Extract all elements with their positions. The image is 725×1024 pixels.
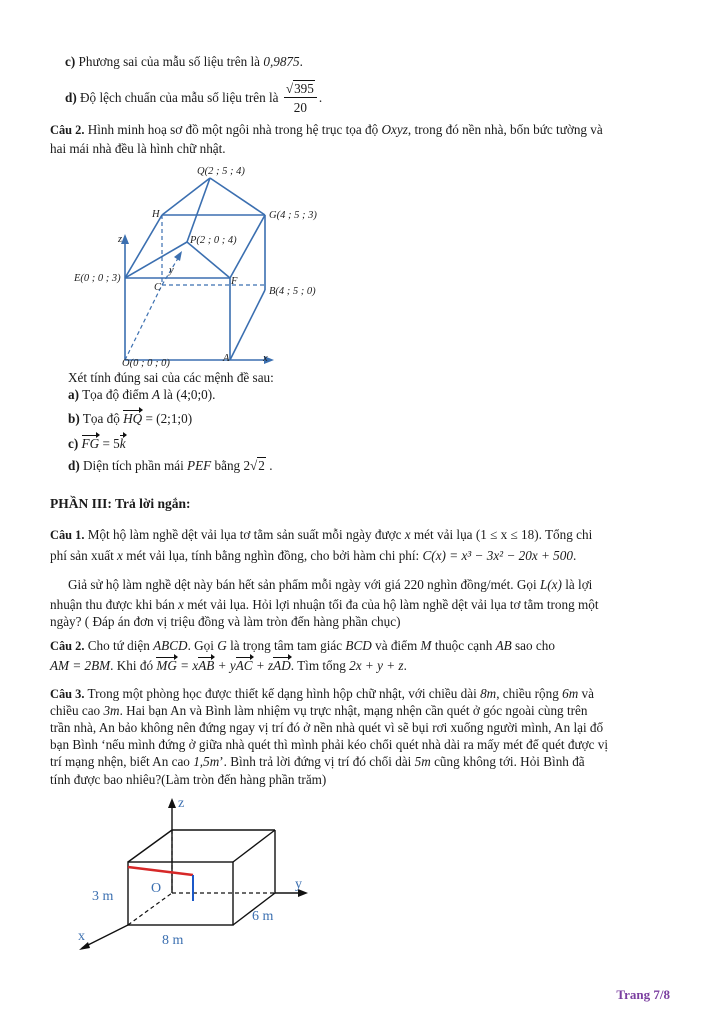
- label-x: x: [78, 929, 85, 944]
- label-f: F: [231, 276, 238, 287]
- label-y: y: [169, 265, 174, 276]
- label-h: H: [152, 209, 160, 220]
- house-figure: [70, 160, 340, 370]
- s1-line5: ngày? ( Đáp án đơn vị triệu đồng và làm tròn đến hàng phần chục): [50, 614, 401, 629]
- broom-line: [128, 867, 193, 875]
- s3-line5: trí mạng nhện, biết An cao 1,5m’. Bình trả lời đứng vị trí đó chổi dài 5m cũng không tới. Hỏi Bình đã: [50, 754, 585, 769]
- label-x: x: [263, 353, 268, 364]
- stmt-c: c) Phương sai của mẫu số liệu trên là 0,9875.: [65, 54, 303, 69]
- s2-line1: Câu 2. Cho tứ diện ABCD. Gọi G là trọng tâm tam giác BCD và điểm M thuộc cạnh AB sao cho: [50, 638, 555, 653]
- page-footer: Trang 7/8: [616, 987, 670, 1002]
- room-figure: [70, 790, 330, 950]
- label-g: G(4 ; 5 ; 3): [269, 210, 317, 221]
- label-c: C: [154, 282, 162, 293]
- label-b: B(4 ; 5 ; 0): [269, 286, 316, 297]
- label-q: Q(2 ; 5 ; 4): [197, 166, 245, 177]
- q2-line1: Câu 2. Hình minh hoạ sơ đồ một ngôi nhà trong hệ trục tọa độ Oxyz, trong đó nền nhà, bốn bức tường và: [50, 122, 603, 137]
- q2-c: c) FG = 5k: [68, 436, 126, 451]
- label-z: z: [118, 234, 123, 245]
- label-z: z: [178, 796, 185, 811]
- s1-line4: nhuận thu được khi bán x mét vải lụa. Hỏi lợi nhuận tối đa của hộ làm nghề dệt vải lụa tơ tằm trong một: [50, 597, 599, 612]
- label-length: 8 m: [162, 933, 184, 948]
- q2-b: b) Tọa độ HQ = (2;1;0): [68, 411, 193, 426]
- label-width: 6 m: [252, 909, 274, 924]
- s2-line2: AM = 2BM. Khi đó MG = xAB + yAC + zAD. Tìm tổng 2x + y + z.: [50, 658, 407, 673]
- s1-line2: phí sản xuất x mét vải lụa, tính bằng nghìn đồng, cho bởi hàm chi phí: C(x) = x³ − 3x² − 20x + 500.: [50, 548, 577, 563]
- s3-line1: Câu 3. Trong một phòng học được thiết kế dạng hình hộp chữ nhật, với chiều dài 8m, chiều rộng 6m và: [50, 686, 594, 701]
- label-a: A: [223, 353, 230, 364]
- label-height: 3 m: [92, 889, 114, 904]
- s3-line4: bạn Bình ‘nếu mình đứng ở giữa nhà quét thì mình phải kéo chổi quét nhà dài ra mấy mét để quét được vị: [50, 737, 609, 752]
- stmt-d: d) Độ lệch chuẩn của mẫu số liệu trên là $\frac{√395}{20}$ .: [65, 81, 323, 116]
- label-e: E(0 ; 0 ; 3): [74, 273, 121, 284]
- q2-line2: hai mái nhà đều là hình chữ nhật.: [50, 141, 226, 156]
- q2-intro: Xét tính đúng sai của các mệnh đề sau:: [68, 370, 274, 385]
- q2-a: a) Tọa độ điểm A là (4;0;0).: [68, 387, 216, 402]
- s3-line3: trần nhà, An bảo không nên đứng ngay vị trí đó ở nền nhà quét vì sẽ bụi rơi xuống người mình, An lại đố: [50, 720, 604, 735]
- s1-line3: Giả sử hộ làm nghề dệt này bán hết sản phẩm mỗi ngày với giá 220 nghìn đồng/mét. Gọi L(x) là lợi: [68, 577, 593, 592]
- q2-d: d) Diện tích phần mái PEF bằng 2√2 .: [68, 458, 273, 473]
- label-o: O(0 ; 0 ; 0): [122, 358, 170, 369]
- s1-line1: Câu 1. Một hộ làm nghề dệt vải lụa tơ tằm sản suất mỗi ngày được x mét vải lụa (1 ≤ x ≤ 18). Tổng chi: [50, 527, 593, 542]
- label-o: O: [151, 881, 162, 896]
- s3-line6: tính được bao nhiêu?(Làm tròn đến hàng phần trăm): [50, 772, 327, 787]
- label-p: P(2 ; 0 ; 4): [190, 235, 237, 246]
- label-y: y: [295, 877, 302, 892]
- s3-line2: chiều cao 3m. Hai bạn An và Bình làm nhiệm vụ trực nhật, mạng nhện cần quét ở góc ngoài cùng trên: [50, 703, 588, 718]
- part3-title: PHẦN III: Trả lời ngắn:: [50, 496, 191, 511]
